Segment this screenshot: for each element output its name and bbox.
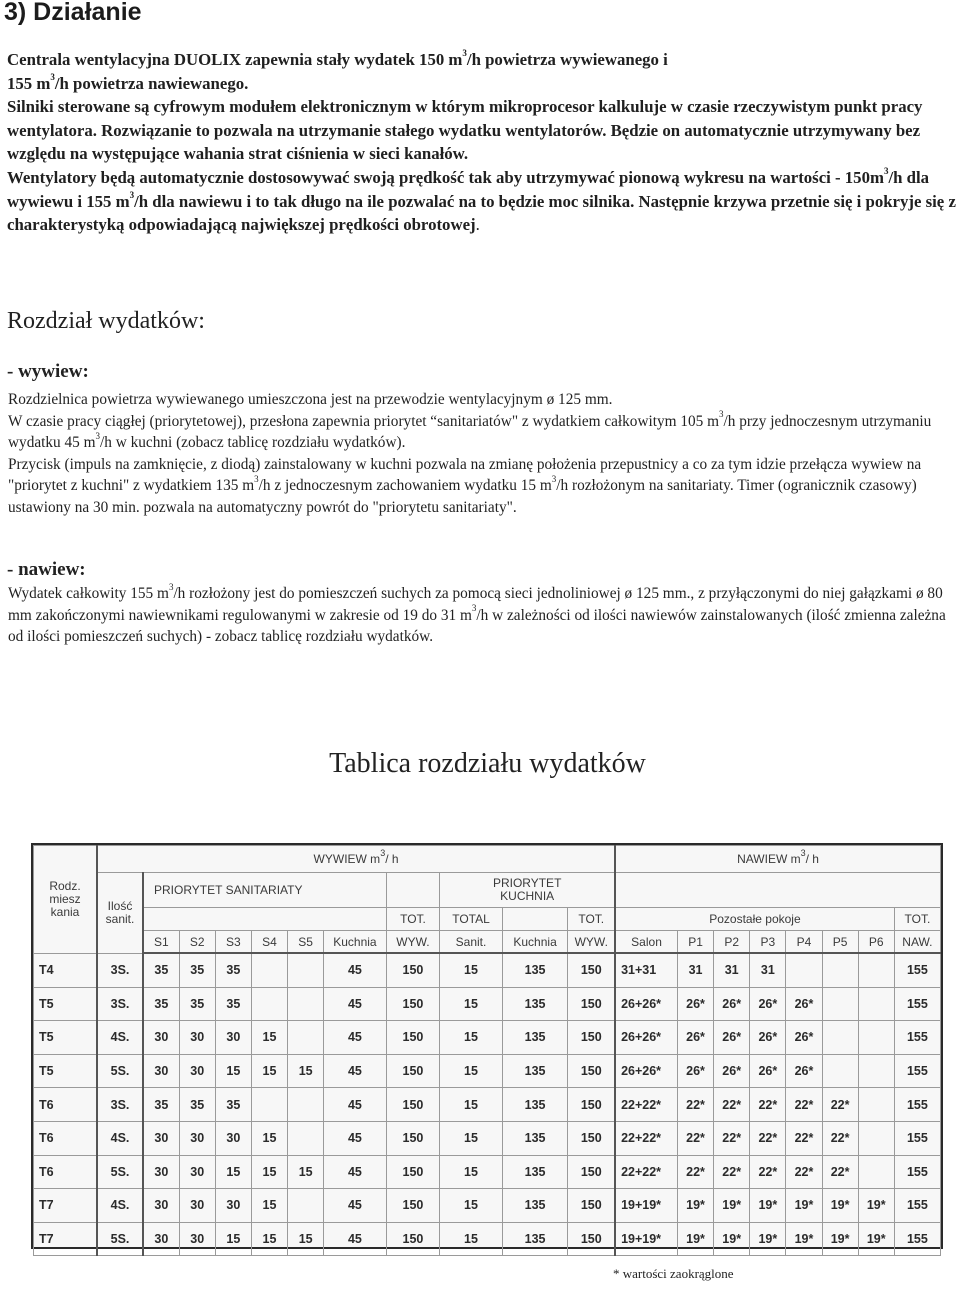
room-type-cell: T6 <box>34 1155 98 1189</box>
column-header: Salon <box>615 931 677 954</box>
table-cell: 4S. <box>97 1121 143 1155</box>
table-cell <box>786 953 822 987</box>
table-cell: 15 <box>440 953 502 987</box>
table-cell: 22* <box>714 1121 750 1155</box>
column-header: S1 <box>143 931 179 954</box>
table-cell: 22* <box>750 1121 786 1155</box>
table-cell: 19* <box>714 1189 750 1223</box>
table-cell: 35 <box>215 1088 251 1122</box>
header-other-rooms: Pozostałe pokoje <box>615 908 894 931</box>
table-cell <box>858 987 894 1021</box>
table-cell: 45 <box>324 1121 386 1155</box>
table-cell: 19+19* <box>615 1222 677 1256</box>
table-cell: 150 <box>568 1121 615 1155</box>
table-cell <box>858 1088 894 1122</box>
table-cell: 22* <box>714 1088 750 1122</box>
table-cell: 135 <box>502 1054 568 1088</box>
table-cell: 19* <box>858 1222 894 1256</box>
header-exhaust: WYWIEW $m^3/$ h <box>97 846 615 873</box>
column-header: P5 <box>822 931 858 954</box>
table-cell: 45 <box>324 1189 386 1223</box>
table-cell <box>822 1054 858 1088</box>
table-row <box>34 1054 941 1088</box>
table-cell: 155 <box>894 1054 940 1088</box>
table-title: Tablica rozdziału wydatków <box>329 748 646 779</box>
column-header: WYW. <box>386 931 440 954</box>
column-header: NAW. <box>894 931 940 954</box>
table-cell: 150 <box>386 1189 440 1223</box>
table-cell: 45 <box>324 1222 386 1256</box>
table-cell: 31 <box>750 953 786 987</box>
table-cell: 22* <box>750 1155 786 1189</box>
table-cell: 31 <box>714 953 750 987</box>
table-cell: 30 <box>215 1189 251 1223</box>
table-cell: 15 <box>440 1021 502 1055</box>
header-tot-1: TOT. <box>386 908 440 931</box>
table-cell: 155 <box>894 953 940 987</box>
distribution-table <box>31 843 943 1249</box>
table-cell: 15 <box>251 1189 287 1223</box>
table-cell <box>288 1088 324 1122</box>
table-row <box>34 1121 941 1155</box>
table-cell: 15 <box>288 1222 324 1256</box>
supply-heading: - nawiew: <box>7 559 86 580</box>
table-cell <box>858 1021 894 1055</box>
exhaust-paragraph-1: Rozdzielnica powietrza wywiewanego umieszczona jest na przewodzie wentylacyjnym ø 125 mm. <box>8 391 613 408</box>
table-cell: 30 <box>143 1054 179 1088</box>
table-cell: 19* <box>786 1222 822 1256</box>
table-cell: 35 <box>143 953 179 987</box>
table-cell: 15 <box>215 1054 251 1088</box>
table-cell: 155 <box>894 1155 940 1189</box>
distribution-title: Rozdział wydatków: <box>7 308 205 334</box>
table-cell: 15 <box>288 1155 324 1189</box>
table-cell: 15 <box>440 1088 502 1122</box>
column-header: Kuchnia <box>502 931 568 954</box>
table-cell: 19* <box>750 1222 786 1256</box>
table-cell: 150 <box>568 1189 615 1223</box>
exhaust-paragraph-2: W czasie pracy ciągłej (priorytetowej), przesłona zapewnia priorytet “sanitariatów" z wydatkiem całkowitym 105 $m^3/h$ przy jednoczesnym utrzymaniu wydatku 45 $m^3/h$ w kuchni (zobacz tablicę rozdziału wydatków). <box>8 409 932 451</box>
intro-paragraph-1: Centrala wentylacyjna DUOLIX zapewnia stały wydatek 150 $m^3/h$ powietrza wywiewanego i 155 $m^3/h$ powietrza nawiewanego. <box>7 48 668 93</box>
table-cell: 26* <box>714 987 750 1021</box>
column-header: P2 <box>714 931 750 954</box>
table-cell: 35 <box>143 987 179 1021</box>
column-header: S2 <box>179 931 215 954</box>
table-cell: 26* <box>750 1054 786 1088</box>
table-cell: 22+22* <box>615 1155 677 1189</box>
table-cell: 35 <box>215 987 251 1021</box>
table-cell <box>288 953 324 987</box>
table-cell <box>858 1054 894 1088</box>
table-cell: 22* <box>822 1155 858 1189</box>
table-cell: 135 <box>502 987 568 1021</box>
table-row <box>34 1189 941 1223</box>
table-cell: 45 <box>324 987 386 1021</box>
table-cell: 22* <box>786 1088 822 1122</box>
exhaust-paragraph-3: Przycisk (impuls na zamknięcie, z diodą) zainstalowany w kuchni pozwala na zmianę położenia przepustnicy a co za tym idzie przełącza wywiew na "priorytet z kuchni" z wydatkiem 135 $m^3/h$ z jednoczesnym zachowaniem wydatku 15 $m^3/h$ rozłożonym na sanitariaty. Timer (ogranicznik czasowy) ustawiony na 30 min. pozwala na automatyczny powrót do "priorytetu sanitariaty". <box>8 455 922 516</box>
table-cell: 135 <box>502 953 568 987</box>
table-cell: 19* <box>822 1222 858 1256</box>
table-cell: 135 <box>502 1088 568 1122</box>
table-cell: 26* <box>677 1021 713 1055</box>
table-row <box>34 1155 941 1189</box>
room-type-cell: T7 <box>34 1222 98 1256</box>
table-cell: 19* <box>677 1222 713 1256</box>
table-cell <box>858 1155 894 1189</box>
table-cell <box>822 953 858 987</box>
table-cell: 19* <box>858 1189 894 1223</box>
table-cell: 19+19* <box>615 1189 677 1223</box>
table-cell: 26* <box>714 1021 750 1055</box>
table-cell: 155 <box>894 1222 940 1256</box>
table-cell: 15 <box>215 1155 251 1189</box>
table-cell: 30 <box>143 1021 179 1055</box>
intro-text <box>7 48 957 237</box>
column-header: P1 <box>677 931 713 954</box>
table-cell: 150 <box>386 1054 440 1088</box>
table-cell: 26+26* <box>615 1054 677 1088</box>
table-cell <box>288 1121 324 1155</box>
table-cell <box>858 953 894 987</box>
intro-paragraph-3: Wentylatory będą automatycznie dostosowywać swoją prędkość tak aby utrzymywać pionową wykresu na wartości - $150m^3/h$ dla wywiewu i 155 $m^3/h$ dla nawiewu i to tak długo na ile pozwalać na to będzie moc silnika. Następnie krzywa przetnie się i pokryje się z charakterystyką odpowiadającą największej prędkości obrotowej. <box>7 166 956 235</box>
table-cell: 30 <box>143 1155 179 1189</box>
header-tot-4: TOT. <box>894 908 940 931</box>
header-total-2: TOTAL <box>440 908 502 931</box>
column-header: Sanit. <box>440 931 502 954</box>
table-cell: 15 <box>251 1021 287 1055</box>
table-cell: 45 <box>324 1155 386 1189</box>
table-cell: 35 <box>179 953 215 987</box>
table-cell: 150 <box>568 953 615 987</box>
header-priority-kitchen: PRIORYTET KUCHNIA <box>440 873 615 908</box>
column-header: S3 <box>215 931 251 954</box>
table-cell: 150 <box>568 1088 615 1122</box>
table-cell: 30 <box>179 1222 215 1256</box>
table-cell: 22* <box>786 1121 822 1155</box>
table-cell: 150 <box>568 1222 615 1256</box>
exhaust-heading: - wywiew: <box>7 361 89 382</box>
table-cell: 3S. <box>97 1088 143 1122</box>
table-cell: 5S. <box>97 1054 143 1088</box>
header-room-type: Rodz. miesz kania <box>34 846 98 954</box>
room-type-cell: T5 <box>34 1054 98 1088</box>
table-cell: 26+26* <box>615 1021 677 1055</box>
table-cell <box>288 1189 324 1223</box>
exhaust-text <box>8 389 956 518</box>
table-cell: 15 <box>440 1189 502 1223</box>
table-cell <box>288 987 324 1021</box>
column-header: Kuchnia <box>324 931 386 954</box>
table-cell: 135 <box>502 1155 568 1189</box>
table-cell: 155 <box>894 1189 940 1223</box>
table-cell <box>251 987 287 1021</box>
column-header: P3 <box>750 931 786 954</box>
table-cell: 135 <box>502 1222 568 1256</box>
column-header: P6 <box>858 931 894 954</box>
table-cell: 15 <box>440 987 502 1021</box>
table-cell: 30 <box>179 1021 215 1055</box>
table-cell: 26* <box>750 1021 786 1055</box>
table-cell: 26* <box>786 1021 822 1055</box>
table-cell: 26* <box>750 987 786 1021</box>
table-cell: 30 <box>179 1155 215 1189</box>
table-cell: 150 <box>568 1155 615 1189</box>
table-cell <box>251 1088 287 1122</box>
table-cell: 155 <box>894 987 940 1021</box>
table-cell: 22* <box>677 1155 713 1189</box>
table-cell: 26+26* <box>615 987 677 1021</box>
column-header: S4 <box>251 931 287 954</box>
room-type-cell: T6 <box>34 1121 98 1155</box>
table-cell: 22* <box>822 1121 858 1155</box>
table-cell: 22+22* <box>615 1088 677 1122</box>
table-cell: 30 <box>179 1054 215 1088</box>
room-type-cell: T5 <box>34 987 98 1021</box>
table-cell: 150 <box>386 987 440 1021</box>
supply-text <box>8 583 956 648</box>
supply-paragraph-1: Wydatek całkowity 155 $m^3/h$ rozłożony jest do pomieszczeń suchych za pomocą sieci jednoliniowej ø 125 mm., z przyłączonymi do niej gałązkami ø 80 mm zakończonymi nawiewnikami regulowanymi w zakresie od 19 do 31 $m^3/h$ w zależności od ilości nawiewów zainstalowanych (ilość zmienna zależna od ilości pomieszczeń suchych) - zobacz tablicę rozdziału wydatków. <box>8 581 946 645</box>
table-cell: 31 <box>677 953 713 987</box>
table-cell: 26* <box>677 1054 713 1088</box>
table-cell: 15 <box>440 1222 502 1256</box>
table-cell: 15 <box>288 1054 324 1088</box>
table-cell: 22* <box>822 1088 858 1122</box>
table-cell: 15 <box>251 1155 287 1189</box>
table-cell <box>822 987 858 1021</box>
table-row <box>34 1021 941 1055</box>
table-cell <box>288 1021 324 1055</box>
table-cell: 3S. <box>97 987 143 1021</box>
room-type-cell: T6 <box>34 1088 98 1122</box>
table-cell: 35 <box>179 987 215 1021</box>
intro-paragraph-2: Silniki sterowane są cyfrowym modułem elektronicznym w którym mikroprocesor kalkuluje w czasie rzeczywistym punkt pracy wentylatora. Rozwiązanie to pozwala na utrzymanie stałego wydatku wentylatorów. Będzie on automatycznie utrzymywany bez względu na występujące wahania strat ciśnienia w sieci kanałów. <box>7 97 923 164</box>
table-cell: 15 <box>440 1121 502 1155</box>
table-cell: 15 <box>440 1155 502 1189</box>
table-cell: 45 <box>324 1088 386 1122</box>
table-cell: 150 <box>568 987 615 1021</box>
room-type-cell: T4 <box>34 953 98 987</box>
table-cell: 30 <box>143 1189 179 1223</box>
table-cell: 30 <box>215 1021 251 1055</box>
table-cell: 19* <box>750 1189 786 1223</box>
table-cell: 22+22* <box>615 1121 677 1155</box>
table-row <box>34 953 941 987</box>
room-type-cell: T5 <box>34 1021 98 1055</box>
table-cell: 45 <box>324 1021 386 1055</box>
footnote: * wartości zaokrąglone <box>613 1266 734 1281</box>
header-supply: NAWIEW $m^3/$ h <box>615 846 940 873</box>
table-cell <box>822 1021 858 1055</box>
table-cell: 35 <box>215 953 251 987</box>
table-cell: 22* <box>677 1088 713 1122</box>
table-cell: 45 <box>324 1054 386 1088</box>
table-cell: 19* <box>822 1189 858 1223</box>
table-cell: 155 <box>894 1021 940 1055</box>
table-cell: 150 <box>386 1155 440 1189</box>
table-cell: 30 <box>215 1121 251 1155</box>
table-cell: 26* <box>677 987 713 1021</box>
table-cell: 15 <box>215 1222 251 1256</box>
table-row <box>34 1222 941 1256</box>
room-type-cell: T7 <box>34 1189 98 1223</box>
table-cell: 35 <box>179 1088 215 1122</box>
table-cell: 150 <box>568 1054 615 1088</box>
header-priority-sanitary: PRIORYTET SANITARIATY <box>143 873 386 908</box>
table-row <box>34 987 941 1021</box>
table-cell: 22* <box>714 1155 750 1189</box>
table-cell: 30 <box>179 1189 215 1223</box>
table-cell: 15 <box>251 1054 287 1088</box>
table-cell: 135 <box>502 1189 568 1223</box>
table-cell: 31+31 <box>615 953 677 987</box>
table-cell: 35 <box>143 1088 179 1122</box>
table-cell: 22* <box>786 1155 822 1189</box>
header-tot-3: TOT. <box>568 908 615 931</box>
table-cell: 5S. <box>97 1155 143 1189</box>
column-header: P4 <box>786 931 822 954</box>
column-header: WYW. <box>568 931 615 954</box>
table-cell: 4S. <box>97 1021 143 1055</box>
table-cell: 150 <box>386 953 440 987</box>
table-cell: 30 <box>143 1121 179 1155</box>
table-cell: 150 <box>386 1222 440 1256</box>
table-cell: 150 <box>568 1021 615 1055</box>
table-cell: 155 <box>894 1088 940 1122</box>
table-cell: 135 <box>502 1121 568 1155</box>
table-cell: 4S. <box>97 1189 143 1223</box>
table-cell: 30 <box>179 1121 215 1155</box>
table-cell: 26* <box>786 987 822 1021</box>
table-cell: 45 <box>324 953 386 987</box>
table-cell: 19* <box>786 1189 822 1223</box>
table-cell: 150 <box>386 1121 440 1155</box>
table-cell: 150 <box>386 1021 440 1055</box>
table-cell: 135 <box>502 1021 568 1055</box>
table-cell: 26* <box>714 1054 750 1088</box>
table-cell: 15 <box>251 1222 287 1256</box>
table-cell: 30 <box>143 1222 179 1256</box>
table-row <box>34 1088 941 1122</box>
table-cell: 155 <box>894 1121 940 1155</box>
column-header: S5 <box>288 931 324 954</box>
table-cell: 150 <box>386 1088 440 1122</box>
table-cell: 22* <box>750 1088 786 1122</box>
table-cell: 22* <box>677 1121 713 1155</box>
header-sanit-count: Ilość sanit. <box>97 873 143 954</box>
table-cell: 19* <box>677 1189 713 1223</box>
table-cell: 3S. <box>97 953 143 987</box>
section-title: 3) Działanie <box>4 0 142 26</box>
table-cell: 15 <box>440 1054 502 1088</box>
table-cell: 15 <box>251 1121 287 1155</box>
table-cell <box>251 953 287 987</box>
table-cell: 26* <box>786 1054 822 1088</box>
table-cell: 5S. <box>97 1222 143 1256</box>
table-cell <box>858 1121 894 1155</box>
table-cell: 19* <box>714 1222 750 1256</box>
